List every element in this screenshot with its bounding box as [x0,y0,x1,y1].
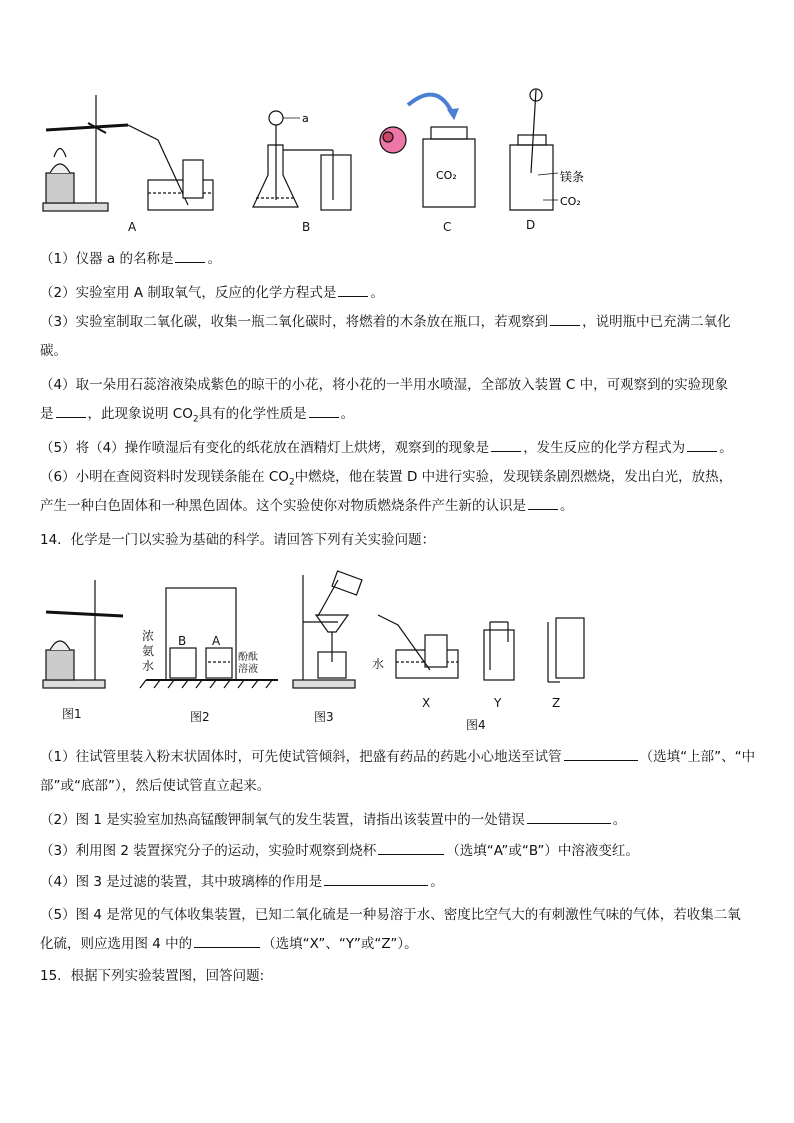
q13-part4-line2 [40,405,754,429]
label-beaker-a: A [212,634,221,648]
q14-part2-end: 。 [612,812,627,828]
apparatus-figure-abcd [38,85,598,240]
label-conc: 浓 [142,629,155,643]
caption-fig2: 图2 [190,710,210,724]
q13-part3-text: （3）实验室制取二氧化碳，收集一瓶二氧化碳时，将燃着的木条放在瓶口，若观察到 [40,314,549,330]
q13-part3-text-2: ，说明瓶中已充满二氧化 [582,314,731,330]
q13-part6-text-3: 产生一种白色固体和一种黑色固体。这个实验使你对物质燃烧条件产生新的认识是 [40,498,526,514]
label-magnesium: 镁条 [560,170,585,184]
q13-part3-line2: 碳。 [40,343,67,359]
label-a: a [302,112,309,125]
q14-title: 14．化学是一门以实验为基础的科学。请回答下列有关实验问题： [40,532,436,548]
q14-part1 [40,748,754,766]
q13-part6-text: （6）小明在查阅资料时发现镁条能在 CO [40,469,289,485]
answer-blank[interactable] [491,439,521,452]
q14-part2 [40,811,754,829]
q13-part1-end: 。 [207,251,221,267]
q14-part5-text-2: （选填“X”、“Y”或“Z”）。 [262,936,418,952]
caption-d: D [526,218,536,232]
q14-part5-text: 化硫，则应选用图 4 中的 [40,936,193,952]
label-water: 水 [142,659,155,673]
answer-blank[interactable] [687,439,717,452]
q13-part2-end: 。 [370,285,384,301]
label-phenolphthalein: 酚酞 [238,652,258,663]
q13-part1-text: （1）仪器 a 的名称是 [40,251,174,267]
q14-part4-end: 。 [430,874,444,890]
q13-part4-line1: （4）取一朵用石蕊溶液染成紫色的晾干的小花，将小花的一半用水喷湿，全部放入装置 C 中，可观察到的实验现象 [40,377,729,393]
q13-part5 [40,439,754,457]
subscript-2: 2 [288,477,295,488]
answer-blank[interactable] [194,935,260,948]
answer-blank[interactable] [527,811,611,824]
label-solution: 溶液 [238,664,258,675]
q13-part4-text: 是 [40,406,54,422]
q13-part5-text-2: ，发生反应的化学方程式为 [523,440,686,456]
caption-y: Y [494,696,502,710]
q14-part1-line2: 部”或“底部”），然后使试管直立起来。 [40,778,271,794]
q13-part4-end: 。 [340,406,355,422]
answer-blank[interactable] [175,250,205,263]
apparatus-abcd-drawing [38,85,598,240]
q13-part1 [40,250,754,268]
caption-c: C [443,220,452,234]
answer-blank[interactable] [324,873,428,886]
q14-part1-text: （1）往试管里装入粉末状固体时，可先使试管倾斜，把盛有药品的药匙小心地送至试管 [40,749,562,765]
caption-z: Z [552,696,561,710]
q15-title: 15．根据下列实验装置图，回答问题: [40,968,265,984]
apparatus-figure-1-4 [38,570,598,710]
label-ammonia: 氨 [142,644,155,658]
q13-part4-text-2: ，此现象说明 CO [87,406,193,422]
apparatus-1-4-drawing [38,570,598,710]
subscript-2: 2 [192,414,199,425]
q14-part3-text: （3）利用图 2 装置探究分子的运动，实验时观察到烧杯 [40,843,377,859]
caption-x: X [422,696,431,710]
label-co2-bottle: CO₂ [436,169,457,182]
answer-blank[interactable] [338,284,368,297]
q13-part2-text: （2）实验室用 A 制取氧气，反应的化学方程式是 [40,285,337,301]
q14-part2-text: （2）图 1 是实验室加热高锰酸钾制氧气的发生装置，请指出该装置中的一处错误 [40,812,525,828]
q14-part1-text-2: （选填“上部”、“中 [639,749,756,765]
q14-part3-text-2: （选填“A”或“B”）中溶液变红。 [446,843,639,859]
q13-part5-end: 。 [719,440,733,456]
answer-blank[interactable] [378,842,444,855]
q13-part2 [40,284,754,302]
answer-blank[interactable] [309,405,339,418]
caption-fig1: 图1 [62,707,82,721]
q13-part6-text-2: 中燃烧，他在装置 D 中进行实验，发现镁条剧烈燃烧，发出白光，放热， [294,469,733,485]
label-water-x: 水 [372,657,385,671]
answer-blank[interactable] [528,497,558,510]
label-co2-d: CO₂ [560,195,581,208]
answer-blank[interactable] [550,313,580,326]
q14-part4 [40,873,754,891]
caption-b: B [302,220,311,234]
q14-part5-line1: （5）图 4 是常见的气体收集装置，已知二氧化硫是一种易溶于水、密度比空气大的有刺激性气味的气体，若收集二氧 [40,907,741,923]
label-beaker-b: B [178,634,187,648]
q13-part4-text-3: 具有的化学性质是 [198,406,307,422]
q13-part6-line1 [40,468,754,492]
q14-part4-text: （4）图 3 是过滤的装置，其中玻璃棒的作用是 [40,874,323,890]
answer-blank[interactable] [56,405,86,418]
q14-part5-line2 [40,935,754,953]
answer-blank[interactable] [564,748,638,761]
q13-part6-end: 。 [560,498,574,514]
q14-part3 [40,842,754,860]
q13-part3 [40,313,754,331]
q13-part5-text: （5）将（4）操作喷湿后有变化的纸花放在酒精灯上烘烤，观察到的现象是 [40,440,490,456]
caption-fig4: 图4 [466,718,486,732]
caption-fig3: 图3 [314,710,334,724]
q13-part6-line2 [40,497,754,515]
caption-a: A [128,220,137,234]
